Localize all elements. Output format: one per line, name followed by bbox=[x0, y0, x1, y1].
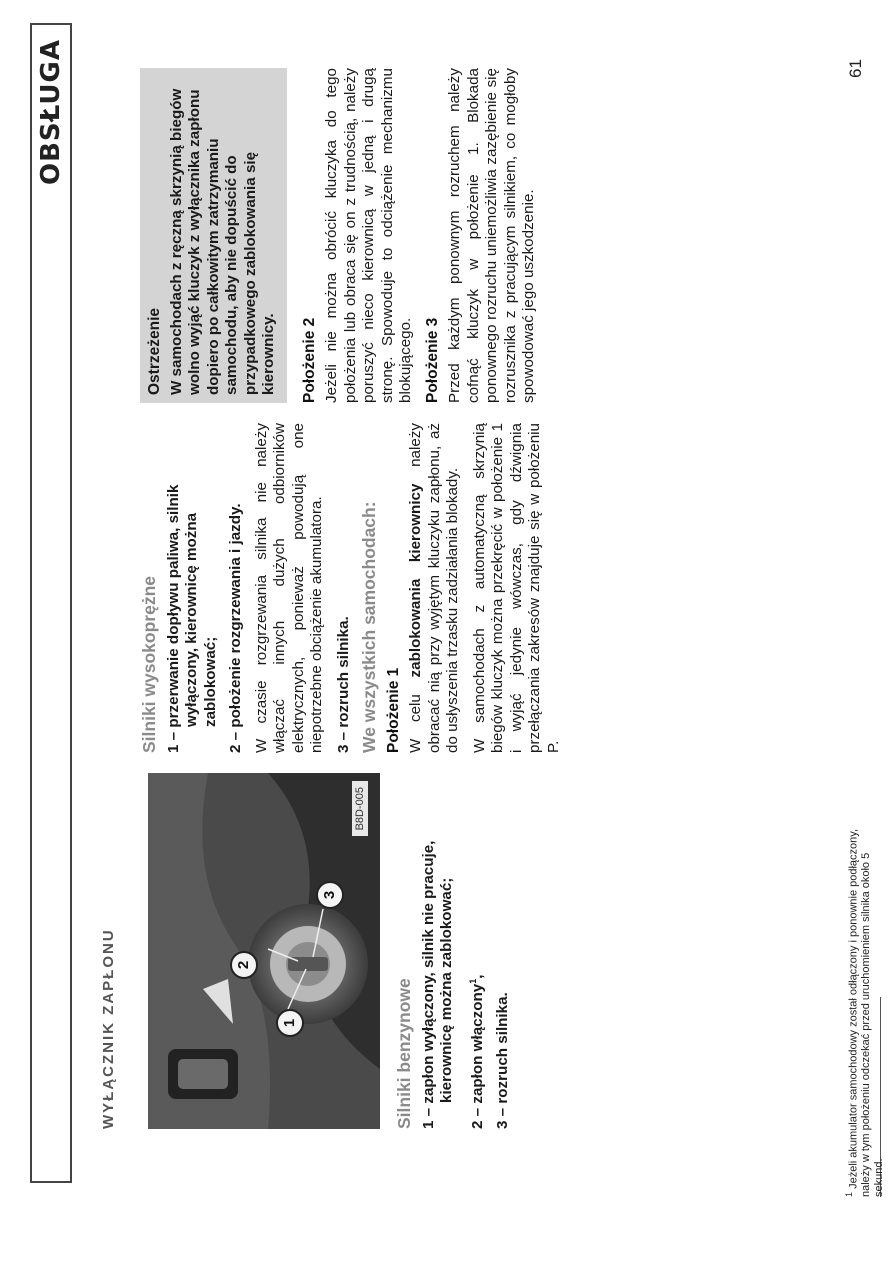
column-positions bbox=[140, 68, 547, 403]
position-3-paragraph: Przed każdym ponownym rozruchem należy cofnąć kluczyk w położenie 1. Blokada ponownego rozruchu uniemożliwia zazębienie się rozrusznika z pracującym silnikiem, co mogłoby spowodować jego uszkodzenie. bbox=[446, 68, 537, 403]
petrol-item-1 bbox=[420, 773, 457, 1129]
item-tail: , bbox=[468, 974, 486, 979]
item-text: rozruch silnika. bbox=[334, 616, 352, 728]
running-title: WYŁĄCZNIK ZAPŁONU bbox=[100, 928, 117, 1129]
section-label: OBSŁUGA bbox=[36, 39, 66, 185]
ignition-switch-photo bbox=[148, 773, 380, 1129]
text-run-bold: zablokowania kierownicy bbox=[407, 483, 424, 678]
heading-petrol: Silniki benzynowe bbox=[394, 978, 414, 1129]
item-text: przerwanie dopływu paliwa, silnik wyłączony, kierownicę można zablokować; bbox=[164, 484, 219, 728]
position-2-paragraph: Jeżeli nie można obrócić kluczyka do tego położenia lub obraca się on z trudnością, należy poruszyć nieco kierownicą w jedną i drugą stronę. Spowoduje to odciążenie mechanizmu blokującego. bbox=[323, 68, 414, 403]
petrol-item-3 bbox=[494, 773, 513, 1129]
item-number: 3 – bbox=[494, 1107, 512, 1129]
diesel-item-2 bbox=[227, 423, 246, 753]
diesel-item-1 bbox=[165, 423, 221, 753]
warning-title: Ostrzeżenie bbox=[146, 307, 163, 395]
callout-3: 3 bbox=[316, 881, 344, 909]
warning-text: W samochodach z ręczną skrzynią biegów wolno wyjąć kluczyk z wyłącznika zapłonu dopiero po całkowitym zatrzymaniu samochodu, aby nie dopuścić do przypadkowego zablokowania się kierownicy. bbox=[167, 88, 277, 395]
item-number: 2 – bbox=[468, 1107, 486, 1129]
heading-all-cars: We wszystkich samochodach: bbox=[359, 501, 379, 753]
warning-box bbox=[140, 68, 287, 403]
callout-2: 2 bbox=[230, 951, 258, 979]
column-diesel bbox=[140, 423, 571, 753]
automatic-gearbox-paragraph: W samochodach z automatyczną skrzynią biegów kluczyk można przekręcić w położenie 1 i wyjąć jedynie wówczas, gdy dźwignia przełączania zakresów znajduje się w położeniu P. bbox=[470, 423, 562, 753]
header-bar bbox=[30, 23, 72, 1183]
footnote-text: Jeżeli akumulator samochodowy został odłączony i ponownie podłączony, należy w tym położeniu odczekać przed uruchomieniem silnika około 5 sekund. bbox=[847, 828, 885, 1197]
heading-position-2: Położenie 2 bbox=[300, 317, 318, 403]
footnote-mark: 1 bbox=[844, 1191, 854, 1197]
page-number: 61 bbox=[846, 59, 865, 78]
text-run: należy obracać nią przy wyjętym kluczyku zapłonu, aż do usłyszenia trzasku zadziałania blokady. bbox=[407, 423, 461, 753]
item-text: zapłon wyłączony, silnik nie pracuje, kierownicę można zablokować; bbox=[419, 840, 455, 1104]
petrol-item-2 bbox=[464, 773, 488, 1129]
preheat-paragraph: W czasie rozgrzewania silnika nie należy włączać innych dużych odbiorników elektrycznych, ponieważ powodują one niepotrzebne obciążenie akumulatora. bbox=[252, 423, 325, 753]
heading-position-3: Położenie 3 bbox=[423, 317, 441, 403]
callout-1: 1 bbox=[276, 1009, 304, 1037]
footnote bbox=[843, 827, 885, 1197]
steering-lock-paragraph bbox=[407, 423, 463, 753]
subheading-position-1: Położenie 1 bbox=[384, 667, 402, 753]
item-number: 3 – bbox=[334, 731, 352, 753]
text-run: W celu bbox=[407, 677, 424, 753]
column-petrol bbox=[395, 773, 520, 1129]
item-text: rozruch silnika. bbox=[494, 992, 512, 1104]
item-number: 2 – bbox=[227, 731, 244, 753]
figure-code: B8D-005 bbox=[352, 781, 368, 836]
item-text: położenie rozgrzewania i jazdy. bbox=[227, 503, 244, 728]
ignition-illustration bbox=[148, 773, 380, 1129]
item-number: 1 – bbox=[419, 1107, 437, 1129]
diesel-item-3 bbox=[335, 423, 354, 753]
item-number: 1 – bbox=[164, 731, 182, 753]
heading-diesel: Silniki wysokoprężne bbox=[139, 576, 159, 753]
footnote-ref: 1 bbox=[467, 978, 478, 984]
item-text: zapłon włączony bbox=[468, 983, 486, 1104]
